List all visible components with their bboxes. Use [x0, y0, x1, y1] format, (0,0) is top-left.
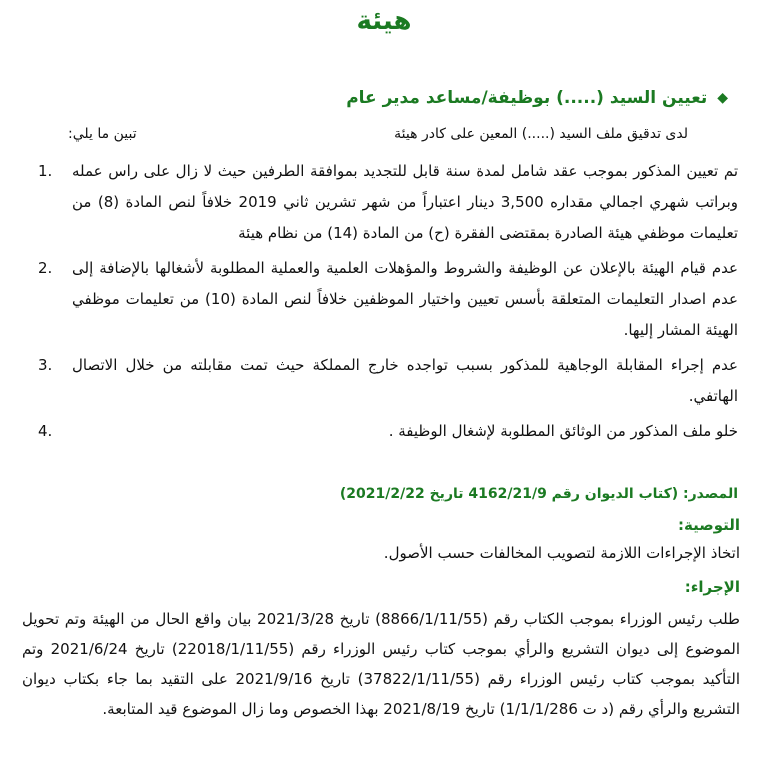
intro-left: لدى تدقيق ملف السيد (.....) المعين على كادر هيئة	[394, 126, 688, 142]
action-text: طلب رئيس الوزراء بموجب الكتاب رقم (8866/1/11/55) تاريخ 2021/3/28 بيان واقع الحال من الهيئة وتم تحويل الموضوع إلى ديوان التشريع والرأي بموجب كتاب رئيس الوزراء رقم (22018/1/11/55) تاريخ 2021/6/24 وتم التأكيد بموجب كتاب رئيس الوزراء رقم (37822/1/11/55) تاريخ 2021/9/16 على التقيد بما جاء بكتاب ديوان التشريع والرأي رقم (د ت 1/1/1/286) تاريخ 2021/8/19 بهذا الخصوص وما زال الموضوع قيد المتابعة.	[22, 610, 741, 718]
findings-list	[38, 156, 738, 451]
section-heading	[28, 88, 728, 108]
item-number: 3.	[38, 356, 53, 374]
item-number: 2.	[38, 259, 53, 277]
recommendation-label: التوصية:	[677, 516, 740, 534]
source-line: المصدر: (كتاب الديوان رقم 4162/21/9 تاريخ 2021/2/22)	[339, 486, 738, 502]
item-text: عدم قيام الهيئة بالإعلان عن الوظيفة والشروط والمؤهلات العلمية والعملية المطلوبة لأشغالها بالإضافة إلى عدم اصدار التعليمات المتعلقة بأسس تعيين واختيار الموظفين خلافاً لنص المادة (10) من تعليمات موظفي الهيئة المشار إليها.	[72, 259, 738, 339]
action-label: الإجراء:	[684, 578, 740, 596]
item-text: عدم إجراء المقابلة الوجاهية للمذكور بسبب تواجده خارج المملكة حيث تمت مقابلته من خلال الاتصال الهاتفي.	[72, 356, 738, 405]
intro-line	[68, 126, 688, 142]
diamond-bullet-icon: ◆	[717, 90, 728, 106]
item-text: خلو ملف المذكور من الوثائق المطلوبة لإشغال الوظيفة .	[388, 422, 738, 440]
page-title: هيئة	[356, 6, 412, 36]
recommendation-text: اتخاذ الإجراءات اللازمة لتصويب المخالفات حسب الأصول.	[383, 544, 740, 562]
list-item	[38, 416, 738, 447]
item-text: تم تعيين المذكور بموجب عقد شامل لمدة سنة قابل للتجديد بموافقة الطرفين حيث لا زال على راس عمله وبراتب شهري اجمالي مقداره 3,500 دينار اعتباراً من شهر تشرين ثاني 2019 خلافاً لنص المادة (8) من تعليمات موظفي هيئة الصادرة بمقتضى الفقرة (ح) من المادة (14) من نظام هيئة	[72, 162, 738, 242]
list-item	[38, 350, 738, 412]
list-item	[38, 253, 738, 346]
item-number: 1.	[38, 162, 53, 180]
intro-right: تبين ما يلي:	[68, 126, 137, 142]
item-number: 4.	[38, 422, 53, 440]
heading-text: تعيين السيد (.....) بوظيفة/مساعد مدير عام	[346, 88, 708, 108]
list-item	[38, 156, 738, 249]
